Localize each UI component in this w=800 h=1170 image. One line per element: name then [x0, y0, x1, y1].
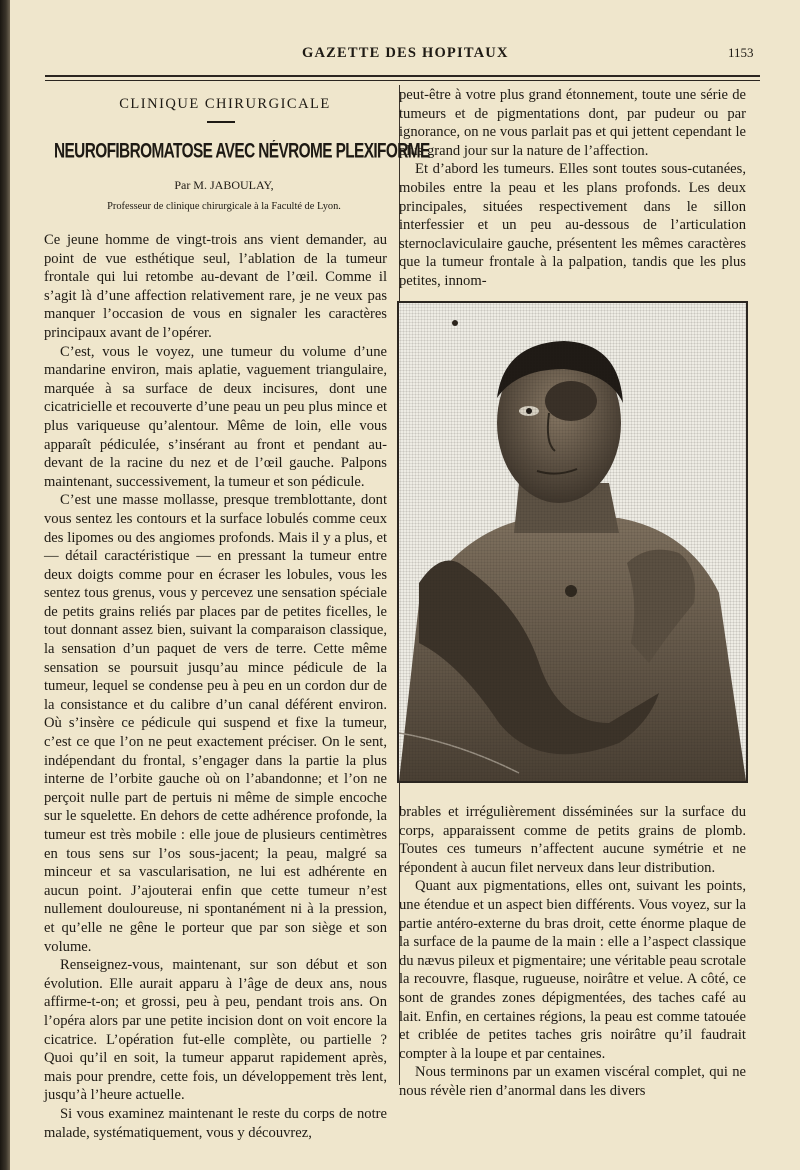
- halftone-screen: [399, 303, 746, 781]
- author-affiliation: Professeur de clinique chirurgicale à la Faculté de Lyon.: [107, 201, 341, 212]
- paragraph: C’est une masse mollasse, presque tremblottante, dont vous sentez les contours et la surface lobulés comme ceux des lipomes ou des angiomes profonds. Mais il y a plus, et — détail caractéristique — en pressant la tumeur entre deux doigts comme pour en écraser les lobules, vous les sentez tous grenus, vous y percevez une sensation spéciale de petits grains reliés par places par de petites ficelles, le tout donnant assez bien, suivant la comparaison classique, la sensation d’un paquet de vers de terre. Cette même sensation se poursuit jusqu’au mince pédicule de la tumeur, lequel se condense peu à peu en un cordon dur de la consistance et du calibre d’un canal déférent environ. Où s’insère ce pédicule qui suspend et fixe la tumeur, c’est ce que l’on ne peut exactement préciser. On le sent, indépendant du frontal, s’engager dans la partie la plus interne de l’orbite gauche où on l’abandonne; et l’on ne perçoit nulle part de pertuis ni même de simple encoche sur le squelette. En dehors de cette adhérence profonde, la tumeur est très mobile : elle joue de plusieurs centimètres en tous sens sur l’os sous-jacent; la peau, malgré sa minceur et sa vascularisation, ne lui est adhérente en aucun point. J’ajouterai enfin que cette tumeur n’est nullement douloureuse, ni spontanément ni à la pression, et qu’elle ne gêne le porteur que par son siège et son volume.: [44, 492, 387, 955]
- section-heading: CLINIQUE CHIRURGICALE: [119, 96, 331, 112]
- paragraph: peut-être à votre plus grand étonnement, toute une série de tumeurs et de pigmentations dont, par pudeur ou par ignorance, on ne vous parlait pas et qui jettent cependant le plus grand jour sur la nature de l’affection.: [399, 87, 746, 159]
- article-title: NEUROFIBROMATOSE AVEC NÉVROME PLEXIFORME: [54, 140, 430, 163]
- header-rule-thick: [45, 75, 760, 77]
- left-column: [44, 231, 387, 1142]
- paragraph: Renseignez-vous, maintenant, sur son début et son évolution. Elle aurait apparu à l’âge de deux ans, nous affirme-t-on; et grossi, peu à peu, pendant trois ans. On l’opéra alors par une petite incision dont on voit encore la cicatrice. L’opération fut-elle complète, ou partielle ? Quoi qu’il en soit, la tumeur apparut rapidement après, mais pour prendre, cette fois, un développement très lent, jusqu’à l’heure actuelle.: [44, 957, 387, 1104]
- patient-photograph: [397, 301, 748, 783]
- paragraph: Nous terminons par un examen viscéral complet, qui ne nous révèle rien d’anormal dans les divers: [399, 1064, 746, 1099]
- paragraph: Si vous examinez maintenant le reste du corps de notre malade, systématiquement, vous y découvrez,: [44, 1105, 387, 1141]
- paragraph: Et d’abord les tumeurs. Elles sont toutes sous-cutanées, mobiles entre la peau et les plans profonds. Les deux principales, situées respectivement dans le sillon interfessier et un peu au-dessous de l’articulation sternoclaviculaire gauche, présentent les mêmes caractères que la tumeur frontale à la palpation, tandis que les plus petites, innom-: [399, 161, 746, 289]
- paragraph: brables et irrégulièrement disséminées sur la surface du corps, apparaissent comme de petits grains de plomb. Toutes ces tumeurs n’affectent aucune symétrie et ne répondent à aucun filet nerveux dans leur distribution.: [399, 804, 746, 876]
- right-column-bottom: [399, 803, 746, 1101]
- header-rule-thin: [45, 80, 760, 81]
- paragraph: Ce jeune homme de vingt-trois ans vient demander, au point de vue esthétique seul, l’ablation de la tumeur frontale qui lui retombe au-devant de l’œil. Comme il s’agit là d’une affection relativement rare, je ne veux pas manquer l’occasion de vous en signaler les caractères principaux avant de l’opérer.: [44, 232, 387, 341]
- section-ornament: [207, 121, 235, 123]
- paragraph: C’est, vous le voyez, une tumeur du volume d’une mandarine environ, mais aplatie, vaguement triangulaire, marquée à sa surface de deux incisures, dont une cicatricielle et recouverte d’une peau un peu plus mince et plus variqueuse qu’alentour. Même de loin, elle vous apparaît pédiculée, s’insérant au front et pendant au-devant de la racine du nez et de l’œil gauche. Palpons maintenant, successivement, la tumeur et son pédicule.: [44, 343, 387, 490]
- author-byline: Par M. JABOULAY,: [174, 178, 274, 192]
- running-header: GAZETTE DES HOPITAUX: [302, 45, 509, 61]
- book-spine: [0, 0, 10, 1170]
- right-column-top: [399, 86, 746, 291]
- paragraph: Quant aux pigmentations, elles ont, suivant les points, une étendue et un aspect bien différents. Vous voyez, sur la partie antéro-externe du bras droit, cette énorme plaque de la surface de la paume de la main : elle a l’aspect classique du nævus pileux et pigmentaire; une véritable peau scrotale la recouvre, flasque, rugueuse, noirâtre et velue. A côté, ce sont de grandes zones dépigmentées, des taches café au lait. Enfin, en certaines régions, la peau est comme tatouée et criblée de petites taches gris noirâtre qu’il faudrait compter à la loupe et par centaines.: [399, 878, 746, 1062]
- page-number: 1153: [728, 45, 754, 60]
- journal-page: [10, 0, 800, 1170]
